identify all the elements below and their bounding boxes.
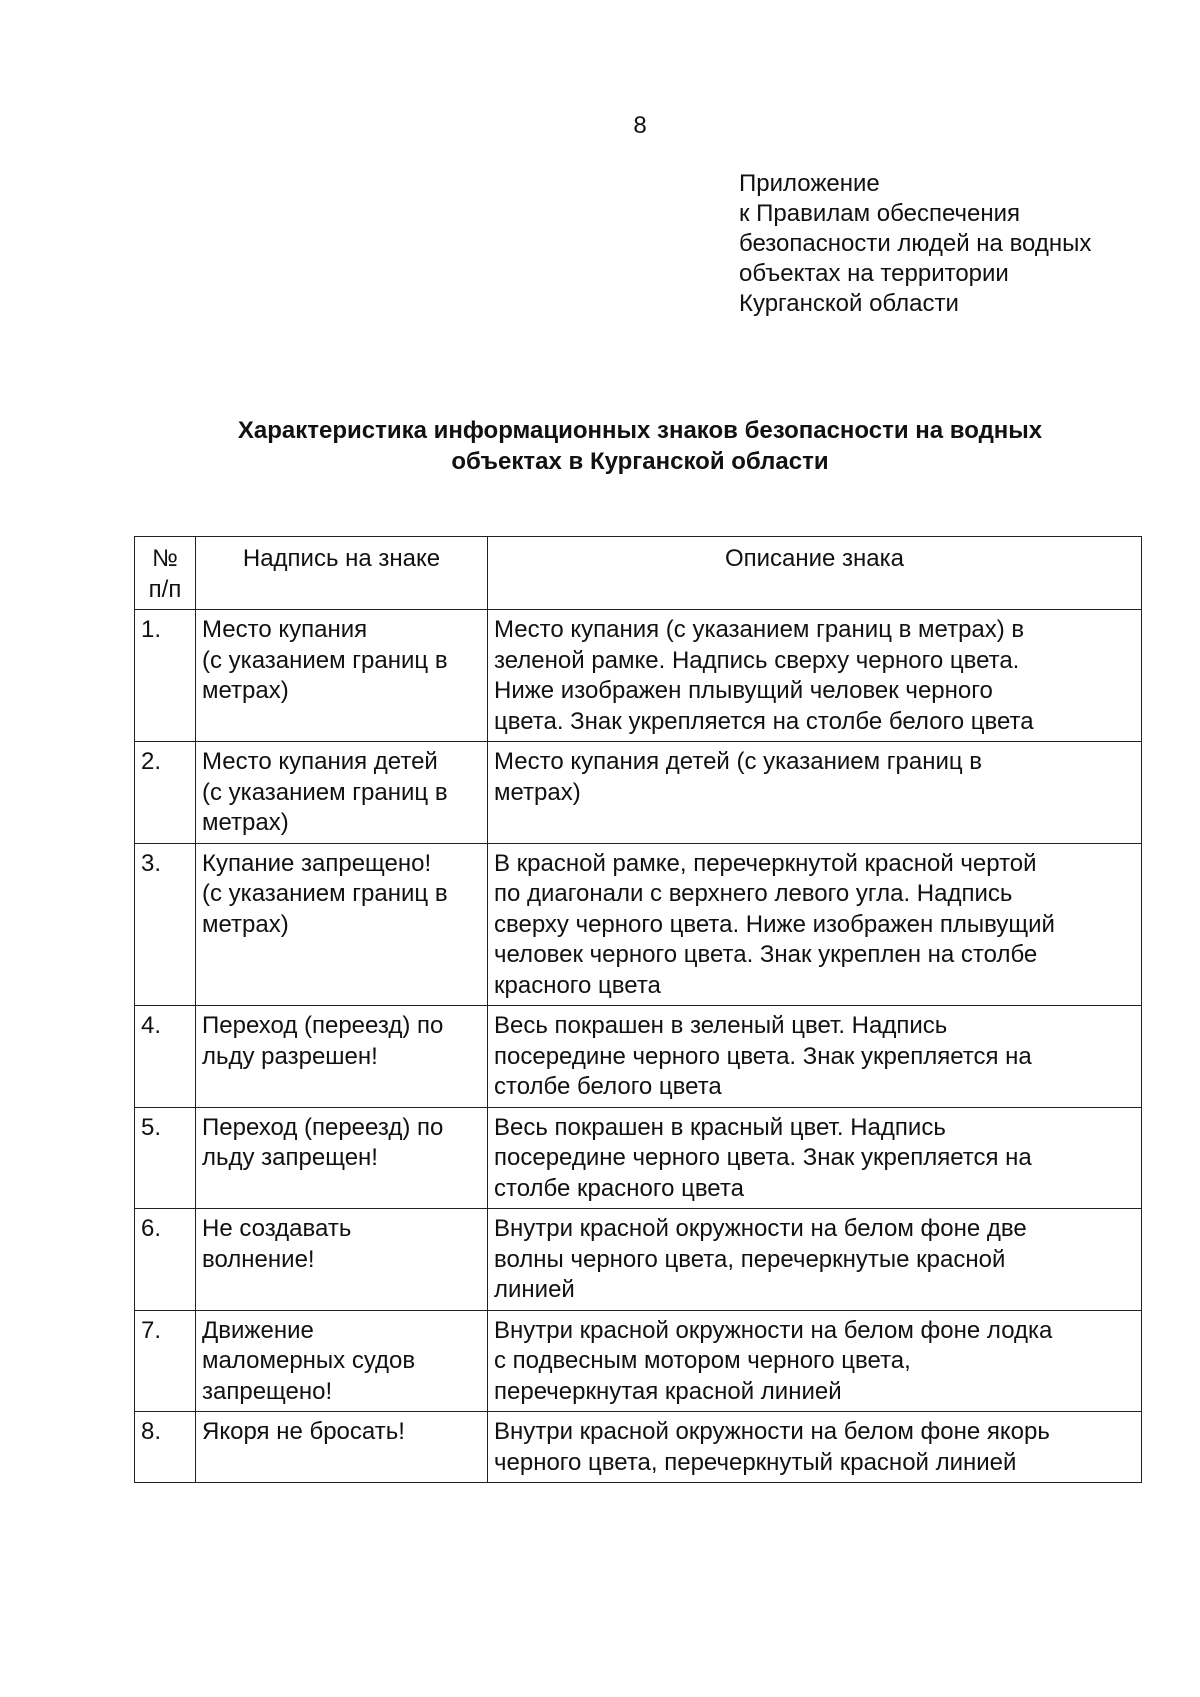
row-number: 3. <box>135 843 196 1006</box>
sign-description-line: красного цвета <box>494 971 661 999</box>
table-row <box>135 843 1142 1006</box>
row-number: 4. <box>135 1006 196 1108</box>
sign-label-line: Переход (переезд) по <box>202 1113 444 1141</box>
sign-label-cell <box>196 1310 488 1412</box>
table-row <box>135 1310 1142 1412</box>
sign-label-cell <box>196 742 488 844</box>
appendix-line: объектах на территории <box>739 260 1009 287</box>
sign-label-line: (с указанием границ в <box>202 778 448 806</box>
sign-label-cell <box>196 1006 488 1108</box>
table-row <box>135 1006 1142 1108</box>
sign-description-line: Внутри красной окружности на белом фоне якорь <box>494 1418 1050 1445</box>
sign-label-line: (с указанием границ в <box>202 880 448 907</box>
sign-label-line: Купание запрещено! <box>202 849 432 877</box>
sign-label-line: метрах) <box>202 677 289 704</box>
sign-description-cell <box>488 1310 1142 1412</box>
sign-label-line: метрах) <box>202 809 289 836</box>
row-number: 7. <box>135 1310 196 1412</box>
sign-description-line: Ниже изображен плывущий человек черного <box>494 677 993 704</box>
sign-description-cell <box>488 610 1142 742</box>
sign-label-cell <box>196 1107 488 1209</box>
title-line: объектах в Курганской области <box>451 448 829 475</box>
sign-description-line: столбе белого цвета <box>494 1073 722 1100</box>
sign-description-line: с подвесным мотором черного цвета, <box>494 1347 911 1374</box>
table-row <box>135 742 1142 844</box>
sign-description-cell <box>488 843 1142 1006</box>
table-row <box>135 610 1142 742</box>
sign-description-cell <box>488 1209 1142 1311</box>
sign-description-line: зеленой рамке. Надпись сверху черного цвета. <box>494 646 1020 674</box>
sign-description-line: столбе красного цвета <box>494 1174 744 1202</box>
sign-description-line: Внутри красной окружности на белом фоне лодка <box>494 1316 1053 1344</box>
header-number-line: № <box>152 545 178 572</box>
sign-label-line: Место купания детей <box>202 748 438 775</box>
row-number: 8. <box>135 1412 196 1483</box>
sign-description-line: Весь покрашен в красный цвет. Надпись <box>494 1113 946 1141</box>
sign-description-line: Место купания (с указанием границ в метрах) в <box>494 616 1025 643</box>
sign-label-cell <box>196 1412 488 1483</box>
row-number: 6. <box>135 1209 196 1311</box>
sign-description-line: Внутри красной окружности на белом фоне две <box>494 1215 1027 1242</box>
sign-label-line: Движение <box>202 1316 314 1344</box>
sign-description-line: линией <box>494 1276 575 1303</box>
document-title <box>130 415 1150 477</box>
sign-label-line: волнение! <box>202 1245 315 1273</box>
header-number <box>135 537 196 610</box>
sign-label-line: (с указанием границ в <box>202 646 448 674</box>
appendix-note <box>739 169 1179 319</box>
header-number-line: п/п <box>148 575 182 603</box>
row-number: 2. <box>135 742 196 844</box>
header-label: Надпись на знаке <box>196 537 488 610</box>
title-line: Характеристика информационных знаков безопасности на водных <box>237 417 1043 444</box>
sign-description-line: цвета. Знак укрепляется на столбе белого цвета <box>494 707 1034 735</box>
table-header-row <box>135 537 1142 610</box>
table-row <box>135 1209 1142 1311</box>
sign-description-cell <box>488 1412 1142 1483</box>
sign-description-line: черного цвета, перечеркнутый красной линией <box>494 1448 1017 1476</box>
sign-description-line: посередине черного цвета. Знак укрепляется на <box>494 1144 1032 1171</box>
sign-description-cell <box>488 742 1142 844</box>
sign-label-line: Якоря не бросать! <box>202 1418 405 1445</box>
sign-description-line: В красной рамке, перечеркнутой красной чертой <box>494 849 1037 877</box>
signs-table <box>134 536 1142 1483</box>
appendix-line: Курганской области <box>739 290 959 317</box>
sign-label-line: Переход (переезд) по <box>202 1012 444 1039</box>
table-row <box>135 1412 1142 1483</box>
sign-description-line: метрах) <box>494 778 581 806</box>
sign-description-line: Весь покрашен в зеленый цвет. Надпись <box>494 1012 948 1039</box>
sign-label-line: маломерных судов <box>202 1347 416 1374</box>
sign-description-line: сверху черного цвета. Ниже изображен плывущий <box>494 910 1055 938</box>
sign-label-cell <box>196 1209 488 1311</box>
sign-label-line: запрещено! <box>202 1377 333 1405</box>
sign-label-line: метрах) <box>202 910 289 938</box>
sign-description-cell <box>488 1006 1142 1108</box>
sign-label-line: Не создавать <box>202 1215 352 1242</box>
sign-description-line: перечеркнутая красной линией <box>494 1377 842 1405</box>
sign-description-line: посередине черного цвета. Знак укрепляется на <box>494 1042 1032 1070</box>
sign-description-line: волны черного цвета, перечеркнутые красной <box>494 1245 1006 1273</box>
header-description: Описание знака <box>488 537 1142 610</box>
sign-label-line: льду разрешен! <box>202 1042 378 1070</box>
sign-label-line: льду запрещен! <box>202 1144 378 1171</box>
sign-label-cell <box>196 843 488 1006</box>
row-number: 5. <box>135 1107 196 1209</box>
appendix-line: безопасности людей на водных <box>739 230 1092 257</box>
sign-label-cell <box>196 610 488 742</box>
sign-label-line: Место купания <box>202 616 368 643</box>
sign-description-line: по диагонали с верхнего левого угла. Надпись <box>494 880 1013 907</box>
sign-description-line: Место купания детей (с указанием границ в <box>494 748 983 775</box>
table-row <box>135 1107 1142 1209</box>
sign-description-cell <box>488 1107 1142 1209</box>
row-number: 1. <box>135 610 196 742</box>
appendix-line: к Правилам обеспечения <box>739 200 1021 227</box>
appendix-line: Приложение <box>739 170 880 197</box>
page-number: 8 <box>633 112 647 139</box>
sign-description-line: человек черного цвета. Знак укреплен на столбе <box>494 941 1038 968</box>
table-body <box>135 610 1142 1483</box>
